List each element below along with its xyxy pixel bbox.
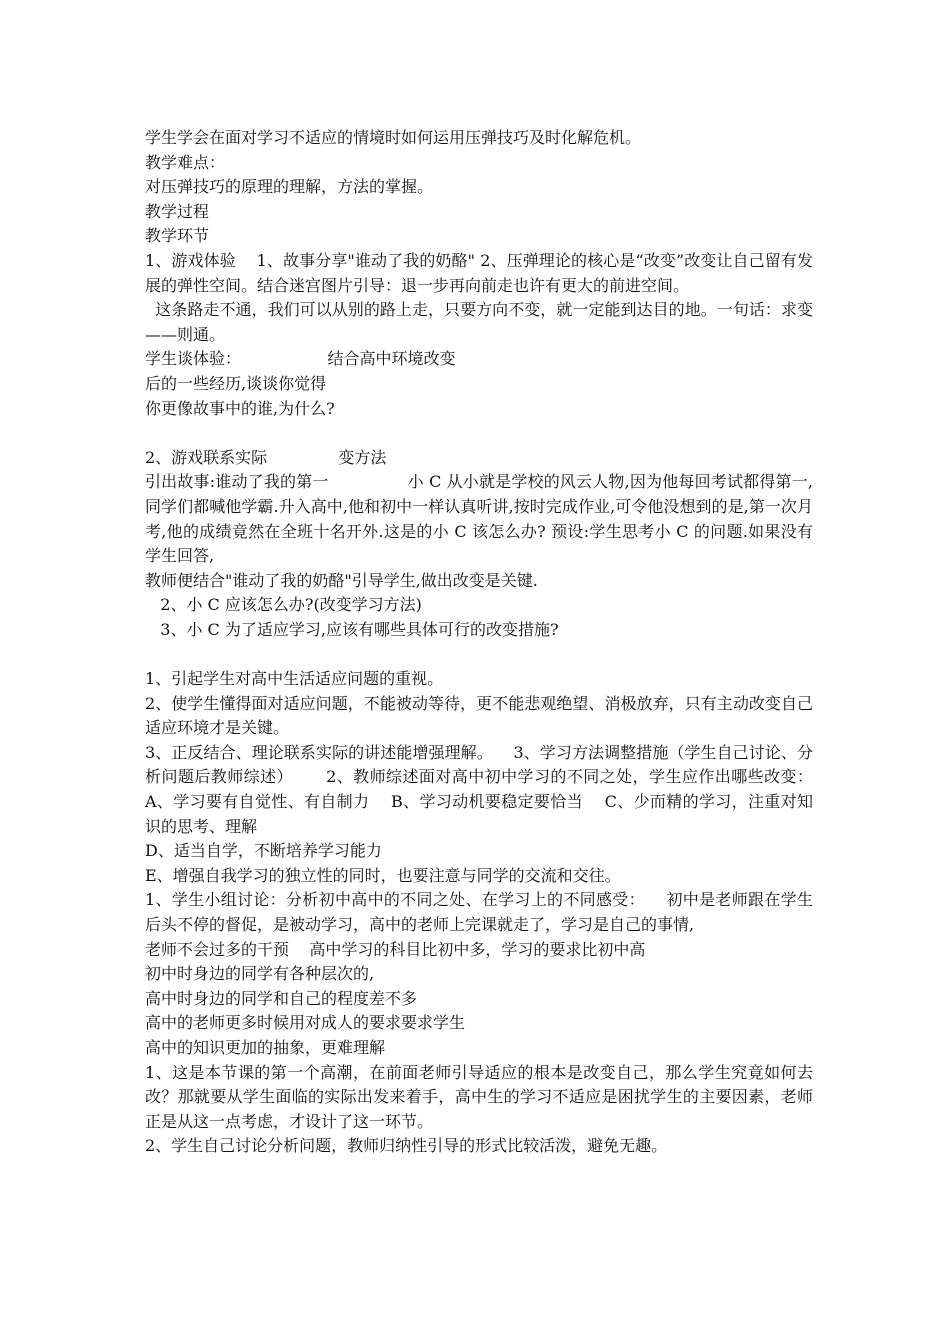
text-line: 高中的知识更加的抽象，更难理解: [145, 1037, 386, 1057]
text-line: 老师不会过多的干预 高中学习的科目比初中多，学习的要求比初中高: [145, 939, 646, 959]
text-line: 高中的老师更多时候用对成人的要求要求学生: [145, 1013, 466, 1033]
text-line: 初中时身边的同学有各种层次的,: [145, 964, 375, 984]
text-line: 教学环节: [145, 226, 210, 246]
text-line: 学生学会在面对学习不适应的情境时如何运用压弹技巧及时化解危机。: [145, 128, 642, 147]
text-paragraph: 这条路走不通，我们可以从别的路上走，只要方向不变，就一定能到达目的地。一句话：求变——则通。: [145, 300, 813, 344]
text-paragraph: 1、游戏体验 1、故事分享"谁动了我的奶酪" 2、压弹理论的核心是“改变”改变让自己留有发展的弹性空间。结合迷宫图片引导：退一步再向前走也许有更大的前进空间。: [145, 250, 813, 295]
text-line: 对压弹技巧的原理的理解，方法的掌握。: [145, 177, 434, 197]
text-paragraph: 1、学生小组讨论：分析初中高中的不同之处、在学习上的不同感受： 初中是老师跟在学生后头不停的督促，是被动学习，高中的老师上完课就走了，学习是自己的事情,: [145, 890, 813, 934]
text-paragraph: 1、这是本节课的第一个高潮，在前面老师引导适应的根本是改变自己，那么学生究竟如何去改？那就要从学生面临的实际出发来着手，高中生的学习不适应是困扰学生的主要因素，老师正是从这一点考虑，才设计了这一环节。: [145, 1062, 813, 1131]
text-line: 教学难点：: [145, 152, 226, 172]
text-line: 你更像故事中的谁,为什么?: [145, 398, 335, 418]
blank-line: [145, 421, 813, 446]
text-line: 2、小 C 应该怎么办?(改变学习方法): [145, 595, 422, 615]
text-line: 1、引起学生对高中生活适应问题的重视。: [145, 669, 444, 689]
text-line: 学生谈体验： 结合高中环境改变: [145, 349, 456, 369]
text-line: E、增强自我学习的独立性的同时，也要注意与同学的交流和交往。: [145, 865, 621, 885]
text-line: 后的一些经历,谈谈你觉得: [145, 373, 327, 393]
text-paragraph: 引出故事:谁动了我的第一 小 C 从小就是学校的风云人物,因为他每回考试都得第一,同学们都喊他学霸.升入高中,他和初中一样认真听讲,按时完成作业,可令他没想到的是,第一次月考,他的成绩竟然在全班十名开外.这是的小 C 该怎么办? 预设:学生思考小 C 的问题.如果没有学生回答,: [145, 472, 813, 566]
text-line: 2、学生自己讨论分析问题，教师归纳性引导的形式比较活泼，避免无趣。: [145, 1136, 668, 1156]
text-line: 高中时身边的同学和自己的程度差不多: [145, 988, 418, 1008]
text-line: 3、小 C 为了适应学习,应该有哪些具体可行的改变措施?: [145, 619, 559, 639]
text-paragraph: 3、正反结合、理论联系实际的讲述能增强理解。 3、学习方法调整措施（学生自己讨论、分析问题后教师综述） 2、教师综述面对高中初中学习的不同之处，学生应作出哪些改变： A、学习要有自觉性、有自制力 B、学习动机要稳定要恰当 C、少而精的学习，注重对知识的思考、理解: [145, 742, 834, 836]
text-paragraph: 2、使学生懂得面对适应问题，不能被动等待，更不能悲观绝望、消极放弃，只有主动改变自己适应环境才是关键。: [145, 693, 813, 738]
document-body: [145, 126, 834, 1159]
text-line: D、适当自学，不断培养学习能力: [145, 841, 382, 861]
text-line: 教师便结合"谁动了我的奶酪"引导学生,做出改变是关键.: [145, 570, 538, 590]
blank-line: [145, 642, 813, 667]
text-line: 教学过程: [145, 201, 210, 221]
text-line: 2、游戏联系实际 变方法: [145, 447, 387, 467]
